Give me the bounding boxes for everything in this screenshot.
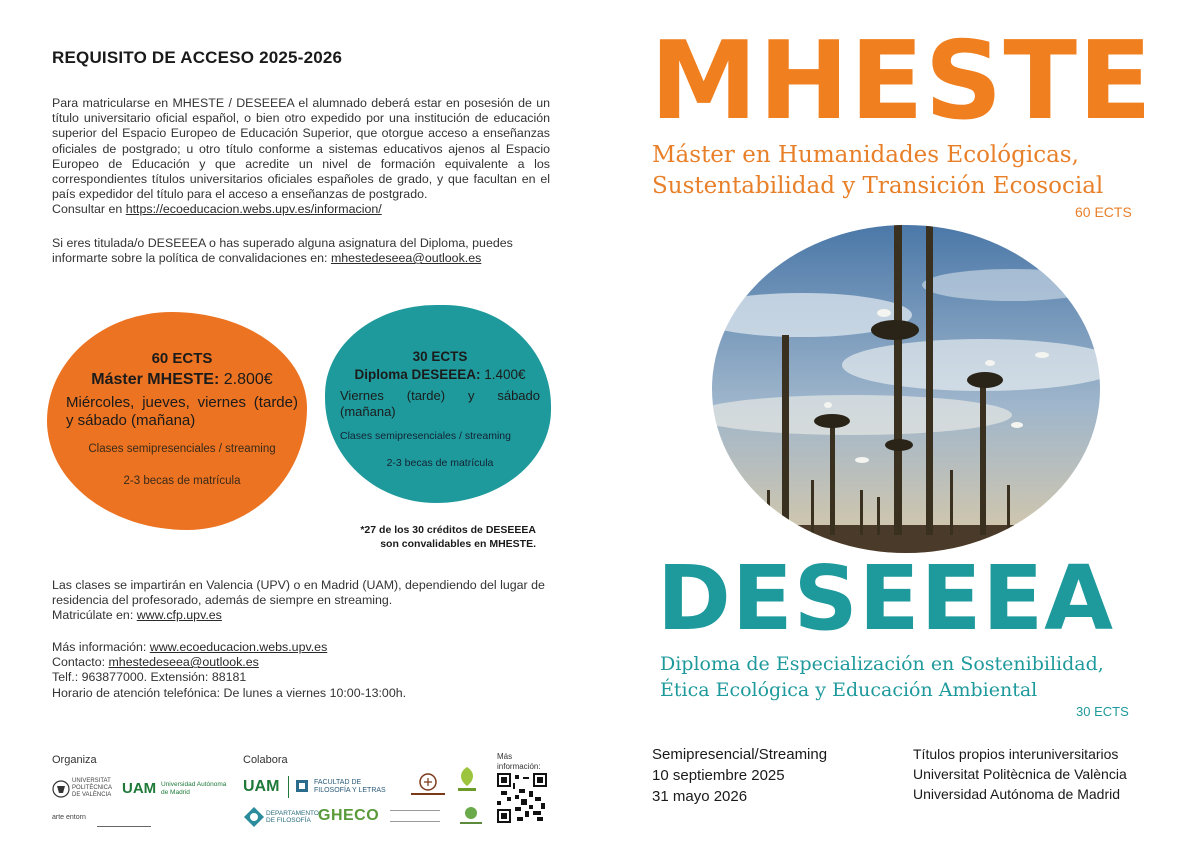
university-uam: Universidad Autónoma de Madrid <box>913 786 1121 802</box>
leaf-logo <box>455 764 479 794</box>
start-date: 10 septiembre 2025 <box>652 767 785 784</box>
website-link[interactable]: www.ecoeducacion.webs.upv.es <box>149 640 328 654</box>
master-name: Máster MHESTE: <box>91 371 220 388</box>
end-date: 31 mayo 2026 <box>652 788 748 805</box>
mheste-subtitle <box>652 140 1103 202</box>
uam-logo-2: UAM <box>243 778 280 795</box>
diploma-mode: Clases semipresenciales / streaming <box>340 430 511 442</box>
universities-block <box>913 744 1127 804</box>
uam-logo-text: Universidad Autónoma de Madrid <box>161 781 227 796</box>
colabora-label: Colabora <box>243 754 288 766</box>
deseeea-ects: 30 ECTS <box>1076 704 1129 719</box>
access-text: Para matricularse en MHESTE / DESEEEA el alumnado deberá estar en posesión de un título universitario oficial español, o bien otro expedido por una institución de educación superior del Espacio Europeo de Educación Superior, que otorgue acceso a enseñanzas oficiales de postgrado; u otro título conforme a sistemas educativos ajenos al Espacio Europeo de Educación y que acredite un nivel de formación equivalente a los correspondientes títulos universitarios oficiales españoles de grado, y que facultan en el país expedidor del título para el acceso a enseñanzas de postgrado. <box>52 96 550 202</box>
hours: Horario de atención telefónica: De lunes a viernes 10:00-13:00h. <box>52 685 407 700</box>
mheste-ects: 60 ECTS <box>1075 204 1132 220</box>
arte-entorn-logo: arte entorn <box>52 814 86 821</box>
deseeea-subtitle-line1: Diploma de Especialización en Sostenibilidad, <box>660 653 1104 675</box>
access-requirement-paragraph <box>52 96 550 218</box>
phone: Telf.: 963877000. Extensión: 88181 <box>52 670 247 685</box>
master-ects: 60 ECTS <box>151 350 213 367</box>
gheco-subtitle <box>390 810 440 822</box>
contact-block <box>52 640 550 701</box>
upv-logo <box>52 776 114 802</box>
master-schedule: Miércoles, jueves, viernes (tarde) y sábado (mañana) <box>66 394 298 429</box>
diploma-ects: 30 ECTS <box>412 349 468 364</box>
diploma-schedule: Viernes (tarde) y sábado (mañana) <box>340 388 540 419</box>
diploma-becas: 2-3 becas de matrícula <box>386 457 494 469</box>
partner-logo-small <box>97 815 151 827</box>
schedule-block <box>652 744 827 807</box>
master-price: 2.800€ <box>223 371 273 388</box>
institution-logo <box>407 772 449 798</box>
convalidation-footnote: *27 de los 30 créditos de DESEEEA son convalidables en MHESTE. <box>360 524 536 550</box>
access-requirement-title: REQUISITO DE ACCESO 2025-2026 <box>52 48 343 67</box>
contact-prefix: Contacto: <box>52 655 109 670</box>
location-text: Las clases se impartirán en Valencia (UPV) o en Madrid (UAM), dependiendo del lugar de residencia del profesorado, además de siempre en streaming. <box>52 578 545 608</box>
mode-text: Semipresencial/Streaming <box>652 746 828 763</box>
info-link[interactable]: https://ecoeducacion.webs.upv.es/informacion/ <box>125 202 382 217</box>
convalidation-paragraph <box>52 236 550 266</box>
organiza-label: Organiza <box>52 754 97 766</box>
department-icon <box>243 806 265 828</box>
diploma-price-line <box>340 367 540 382</box>
mheste-subtitle-line1: Máster en Humanidades Ecológicas, <box>652 142 1079 168</box>
master-price-line <box>64 371 300 389</box>
gheco-logo: GHECO <box>318 807 380 824</box>
deseeea-subtitle-line2: Ética Ecológica y Educación Ambiental <box>660 679 1038 701</box>
uam-logo: UAM <box>122 780 157 797</box>
upv-logo-text: UNIVERSITAT POLITÈCNICA DE VALÈNCIA <box>72 778 112 798</box>
master-mode: Clases semipresenciales / streaming <box>88 443 276 455</box>
more-info-label: Más información: <box>497 752 541 771</box>
faculty-logo-text: FACULTAD DE FILOSOFÍA Y LETRAS <box>314 779 386 794</box>
qr-code[interactable] <box>497 773 547 823</box>
diploma-name: Diploma DESEEEA: <box>354 367 481 382</box>
master-becas: 2-3 becas de matrícula <box>123 475 241 487</box>
info-prefix: Más información: <box>52 640 150 654</box>
consult-prefix: Consultar en <box>52 202 126 217</box>
ecosocial-logo <box>458 804 484 828</box>
faculty-icon <box>293 776 311 796</box>
logo-divider <box>288 776 289 798</box>
titles-text: Títulos propios interuniversitarios <box>913 746 1119 762</box>
department-logo-text: DEPARTAMENTO DE FILOSOFÍA <box>266 810 319 824</box>
mheste-title: MHESTE <box>650 19 1153 144</box>
enroll-prefix: Matricúlate en: <box>52 608 137 623</box>
enroll-link[interactable]: www.cfp.upv.es <box>136 608 222 623</box>
contact-email[interactable]: mhestedeseea@outlook.es <box>108 655 259 670</box>
location-paragraph <box>52 578 550 624</box>
university-upv: Universitat Politècnica de València <box>913 766 1127 782</box>
deseeea-subtitle <box>660 651 1104 703</box>
contact-email-link[interactable]: mhestedeseea@outlook.es <box>330 251 482 266</box>
deseeea-title: DESEEEA <box>657 546 1115 650</box>
storks-photo <box>712 225 1100 553</box>
mheste-subtitle-line2: Sustentabilidad y Transición Ecosocial <box>652 173 1104 199</box>
diploma-price: 1.400€ <box>484 367 526 382</box>
convalidation-text: Si eres titulada/o DESEEEA o has superado alguna asignatura del Diploma, puedes informarte sobre la política de convalidaciones en: <box>52 236 513 266</box>
